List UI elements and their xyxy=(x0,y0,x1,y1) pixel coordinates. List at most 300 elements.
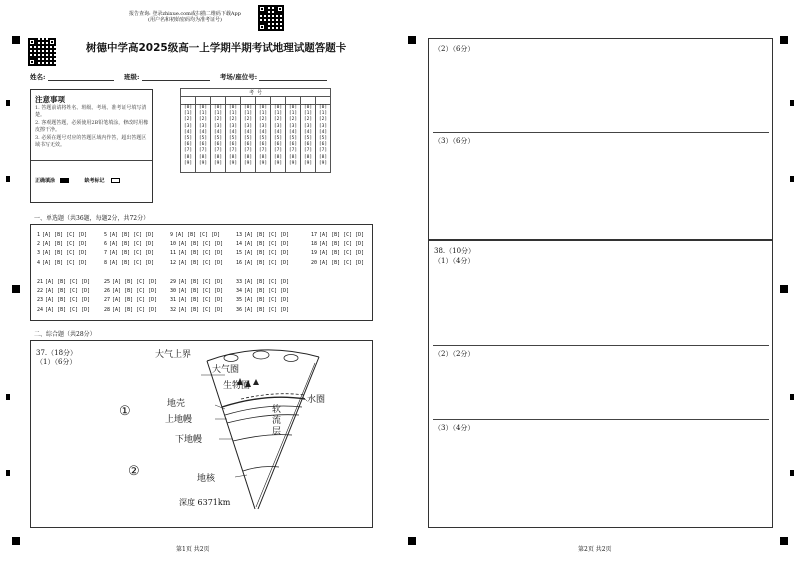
exam-digit-bubble[interactable]: [4] xyxy=(273,129,283,135)
alignment-mark xyxy=(780,36,788,44)
side-tick xyxy=(6,100,10,106)
exam-digit-bubble[interactable]: [3] xyxy=(258,123,268,129)
exam-digit-bubble[interactable]: [3] xyxy=(198,123,208,129)
exam-digit-column[interactable] xyxy=(181,105,196,173)
exam-digit-bubble[interactable]: [1] xyxy=(243,111,253,117)
exam-digit-column[interactable] xyxy=(316,105,331,173)
q38-part3: （3）（4分） xyxy=(434,424,475,432)
mcq-options[interactable]: [A] [B] [C] [D] xyxy=(244,250,290,257)
mcq-number: 21 xyxy=(37,279,44,285)
exam-digit-bubble[interactable]: [8] xyxy=(318,154,328,160)
exam-digit-bubble[interactable]: [3] xyxy=(243,123,253,129)
q38-title: 38.（10分） xyxy=(434,247,476,255)
exam-digit-box[interactable] xyxy=(181,97,196,105)
exam-digit-bubble[interactable]: [9] xyxy=(213,160,223,166)
notes-box xyxy=(30,89,153,203)
mcq-question[interactable] xyxy=(236,287,289,295)
exam-digit-bubble[interactable]: [0] xyxy=(213,105,223,110)
exam-digit-bubble[interactable]: [1] xyxy=(228,111,238,117)
mcq-question[interactable] xyxy=(170,231,220,239)
mcq-question[interactable] xyxy=(311,240,364,248)
mcq-options[interactable]: [A] [B] [C] [D] xyxy=(42,250,88,257)
exam-digit-box[interactable] xyxy=(286,97,301,105)
missing-mark-label: 缺考标记 xyxy=(84,178,105,184)
exam-digit-bubble[interactable]: [1] xyxy=(303,111,313,117)
exam-digit-bubble[interactable]: [5] xyxy=(273,136,283,142)
mcq-number: 17 xyxy=(311,232,318,238)
label-hydrosphere: 水圈 xyxy=(307,395,326,405)
label-core: 地核 xyxy=(197,474,216,484)
exam-digit-bubble[interactable]: [7] xyxy=(288,148,298,154)
mcq-number: 12 xyxy=(170,259,177,266)
mcq-question[interactable] xyxy=(236,306,289,314)
mcq-question[interactable] xyxy=(170,240,223,248)
exam-digit-box[interactable] xyxy=(256,97,271,105)
exam-digit-bubble[interactable]: [1] xyxy=(273,111,283,117)
exam-digit-bubble[interactable]: [6] xyxy=(318,142,328,148)
exam-digit-bubble[interactable]: [4] xyxy=(243,129,253,135)
correct-fill-swatch xyxy=(60,178,69,183)
alignment-mark xyxy=(12,285,20,293)
exam-digit-bubble[interactable]: [2] xyxy=(198,117,208,123)
correct-fill-label: 正确填涂 xyxy=(35,178,56,184)
exam-digit-bubble[interactable]: [2] xyxy=(288,117,298,123)
mcq-options[interactable]: [A] [B] [C] [D] xyxy=(109,232,155,238)
mcq-options[interactable]: [A] [B] [C] [D] xyxy=(112,279,158,285)
mcq-question[interactable] xyxy=(104,231,154,239)
mcq-options[interactable]: [A] [B] [C] [D] xyxy=(45,306,91,313)
mcq-number: 34 xyxy=(236,288,243,295)
mcq-question[interactable] xyxy=(236,278,289,286)
exam-digit-bubble[interactable]: [6] xyxy=(243,142,253,148)
alignment-mark xyxy=(408,537,416,545)
mcq-options[interactable]: [A] [B] [C] [D] xyxy=(244,279,290,285)
exam-digit-bubble[interactable]: [7] xyxy=(318,148,328,154)
mcq-question[interactable] xyxy=(104,287,157,295)
mcq-options[interactable]: [A] [B] [C] [D] xyxy=(112,297,158,304)
mcq-number: 10 xyxy=(170,241,177,248)
exam-digit-bubble[interactable]: [5] xyxy=(303,136,313,142)
exam-digit-bubble[interactable]: [2] xyxy=(303,117,313,123)
right-answer-box-bottom xyxy=(428,240,773,528)
mcq-question[interactable] xyxy=(104,259,154,267)
alignment-mark xyxy=(12,36,20,44)
exam-digit-bubble[interactable]: [7] xyxy=(273,148,283,154)
footer-page1: 第1页 共2页 xyxy=(176,546,210,553)
mcq-number: 16 xyxy=(236,259,243,266)
mcq-question[interactable] xyxy=(37,306,90,314)
exam-digit-bubble[interactable]: [0] xyxy=(183,105,193,110)
exam-digit-bubble[interactable]: [0] xyxy=(318,105,328,110)
exam-digit-bubble[interactable]: [7] xyxy=(198,148,208,154)
mcq-options[interactable]: [A] [B] [C] [D] xyxy=(319,232,365,238)
mcq-options[interactable]: [A] [B] [C] [D] xyxy=(109,250,155,257)
mcq-number: 36 xyxy=(236,306,243,313)
mcq-number: 30 xyxy=(170,288,177,295)
class-label: 班级: xyxy=(123,73,140,81)
exam-digit-bubble[interactable]: [2] xyxy=(318,117,328,123)
mcq-question[interactable] xyxy=(170,306,223,314)
exam-digit-bubble[interactable]: [7] xyxy=(258,148,268,154)
q38-part2: （2）（2分） xyxy=(434,350,475,358)
mcq-options[interactable]: [A] [B] [C] [D] xyxy=(178,297,224,304)
exam-digit-bubble[interactable]: [5] xyxy=(213,136,223,142)
label-crust: 地壳 xyxy=(167,399,186,409)
fill-example xyxy=(35,178,151,184)
notes-title: 注意事项 xyxy=(35,95,65,104)
exam-digit-bubble[interactable]: [8] xyxy=(198,154,208,160)
mcq-number: 23 xyxy=(37,297,44,304)
side-tick xyxy=(790,394,794,400)
exam-digit-bubble[interactable]: [3] xyxy=(288,123,298,129)
exam-digit-bubble[interactable]: [5] xyxy=(198,136,208,142)
exam-digit-box[interactable] xyxy=(301,97,316,105)
exam-digit-bubble[interactable]: [5] xyxy=(243,136,253,142)
mcq-number: 9 xyxy=(170,232,174,238)
mcq-number: 4 xyxy=(37,259,41,266)
exam-digit-bubble[interactable]: [2] xyxy=(273,117,283,123)
exam-digit-bubble[interactable]: [8] xyxy=(303,154,313,160)
mcq-number: 33 xyxy=(236,279,243,285)
exam-digit-bubble[interactable]: [5] xyxy=(258,136,268,142)
exam-digit-column[interactable] xyxy=(211,105,226,173)
mcq-number: 29 xyxy=(170,279,177,285)
exam-digit-bubble[interactable]: [2] xyxy=(228,117,238,123)
exam-digit-bubble[interactable]: [0] xyxy=(303,105,313,110)
exam-digit-bubble[interactable]: [9] xyxy=(273,160,283,166)
answer-divider xyxy=(433,419,769,420)
mcq-options[interactable]: [A] [B] [C] [D] xyxy=(244,259,290,266)
exam-digit-bubble[interactable]: [4] xyxy=(303,129,313,135)
label-asthenosphere: 软流层 xyxy=(272,405,282,437)
name-field[interactable] xyxy=(48,74,114,81)
exam-digit-bubble[interactable]: [2] xyxy=(243,117,253,123)
mcq-options[interactable]: [A] [B] [C] [D] xyxy=(112,306,158,313)
mcq-number: 26 xyxy=(104,288,111,295)
mcq-question[interactable] xyxy=(170,287,223,295)
exam-digit-column[interactable] xyxy=(286,105,301,173)
mcq-number: 19 xyxy=(311,250,318,257)
mcq-question[interactable] xyxy=(311,231,364,239)
exam-digit-bubble[interactable]: [7] xyxy=(228,148,238,154)
notice-line-1: 报告查询: 登录zhixue.com或扫描二维码下载App xyxy=(129,11,241,17)
mcq-number: 1 xyxy=(37,232,41,238)
label-upper-atmosphere: 大气上界 xyxy=(155,350,192,360)
side-tick xyxy=(6,394,10,400)
exam-digit-bubble[interactable]: [2] xyxy=(213,117,223,123)
label-lower-mantle: 下地幔 xyxy=(175,435,203,445)
exam-digit-bubble[interactable]: [4] xyxy=(318,129,328,135)
exam-digit-bubble[interactable]: [6] xyxy=(183,142,193,148)
missing-mark-box[interactable] xyxy=(111,178,120,183)
exam-digit-bubble[interactable]: [9] xyxy=(183,160,193,166)
exam-digit-bubble[interactable]: [0] xyxy=(288,105,298,110)
mcq-number: 27 xyxy=(104,297,111,304)
mcq-options[interactable]: [A] [B] [C] [D] xyxy=(42,259,88,266)
exam-digit-bubble[interactable]: [0] xyxy=(243,105,253,110)
mcq-options[interactable]: [A] [B] [C] [D] xyxy=(244,232,290,238)
exam-digit-column[interactable] xyxy=(271,105,286,173)
report-notice xyxy=(110,11,260,23)
q37-part1: （1）（6分） xyxy=(36,358,77,366)
mcq-options[interactable]: [A] [B] [C] [D] xyxy=(244,241,290,248)
exam-digit-box[interactable] xyxy=(211,97,226,105)
exam-digit-bubble[interactable]: [3] xyxy=(228,123,238,129)
wedge-right-edge xyxy=(258,357,319,509)
exam-digit-bubble[interactable]: [2] xyxy=(258,117,268,123)
exam-digit-bubble[interactable]: [6] xyxy=(213,142,223,148)
exam-digit-box[interactable] xyxy=(271,97,286,105)
mcq-box xyxy=(30,224,373,321)
mcq-options[interactable]: [A] [B] [C] [D] xyxy=(178,241,224,248)
alignment-mark xyxy=(780,537,788,545)
mcq-options[interactable]: [A] [B] [C] [D] xyxy=(178,288,224,295)
exam-digit-bubble[interactable]: [3] xyxy=(183,123,193,129)
mcq-options[interactable]: [A] [B] [C] [D] xyxy=(244,297,290,304)
mcq-number: 31 xyxy=(170,297,177,304)
mcq-options[interactable]: [A] [B] [C] [D] xyxy=(319,259,365,266)
mcq-question[interactable] xyxy=(104,296,157,304)
exam-digit-column[interactable] xyxy=(226,105,241,173)
mcq-question[interactable] xyxy=(104,249,154,257)
exam-digit-bubble[interactable]: [6] xyxy=(288,142,298,148)
page-title: 树德中学高2025级高一上学期半期考试地理试题答题卡 xyxy=(86,42,347,54)
mcq-number: 5 xyxy=(104,232,108,238)
mcq-number: 18 xyxy=(311,241,318,248)
mcq-number: 2 xyxy=(37,241,41,248)
mcq-number: 6 xyxy=(104,241,108,248)
exam-digit-bubble[interactable]: [9] xyxy=(228,160,238,166)
mcq-question[interactable] xyxy=(170,296,223,304)
exam-digit-bubble[interactable]: [4] xyxy=(198,129,208,135)
notice-line-2: (用户名和初始密码均为准考证号) xyxy=(148,17,222,23)
exam-digit-bubble[interactable]: [0] xyxy=(198,105,208,110)
note-item: 3. 必须在题号对应的答题区域内作答，超出答题区域书写无效。 xyxy=(35,134,147,149)
exam-digit-bubble[interactable]: [2] xyxy=(183,117,193,123)
section2-title: 二、综合题（共28分） xyxy=(34,331,96,338)
footer-page2: 第2页 共2页 xyxy=(578,546,612,553)
mcq-number: 7 xyxy=(104,250,108,257)
answer-divider xyxy=(433,345,769,346)
exam-digit-bubble[interactable]: [0] xyxy=(258,105,268,110)
exam-digit-column[interactable] xyxy=(301,105,316,173)
exam-digit-bubble[interactable]: [5] xyxy=(288,136,298,142)
marker-2: ② xyxy=(128,464,140,479)
alignment-mark xyxy=(780,285,788,293)
mcq-options[interactable]: [A] [B] [C] [D] xyxy=(45,288,91,295)
asthenosphere-top xyxy=(227,415,299,423)
exam-digit-bubble[interactable]: [8] xyxy=(273,154,283,160)
exam-digit-bubble[interactable]: [6] xyxy=(273,142,283,148)
exam-digit-bubble[interactable]: [3] xyxy=(303,123,313,129)
exam-digit-bubble[interactable]: [5] xyxy=(228,136,238,142)
mcq-number: 32 xyxy=(170,306,177,313)
right-answer-box-top xyxy=(428,38,773,240)
mcq-options[interactable]: [A] [B] [C] [D] xyxy=(319,241,365,248)
mcq-options[interactable]: [A] [B] [C] [D] xyxy=(45,279,91,285)
side-tick xyxy=(6,176,10,182)
alignment-mark xyxy=(408,36,416,44)
exam-digit-box[interactable] xyxy=(196,97,211,105)
exam-digit-bubble[interactable]: [1] xyxy=(183,111,193,117)
exam-digit-bubble[interactable]: [4] xyxy=(288,129,298,135)
exam-digit-bubble[interactable]: [6] xyxy=(303,142,313,148)
mcq-number: 15 xyxy=(236,250,243,257)
side-tick xyxy=(790,100,794,106)
exam-digit-bubble[interactable]: [7] xyxy=(183,148,193,154)
crust-band xyxy=(222,397,305,407)
mcq-question[interactable] xyxy=(37,278,90,286)
exam-digit-bubble[interactable]: [4] xyxy=(183,129,193,135)
exam-digit-bubble[interactable]: [1] xyxy=(318,111,328,117)
exam-digit-bubble[interactable]: [7] xyxy=(213,148,223,154)
mcq-number: 3 xyxy=(37,250,41,257)
exam-digit-bubble[interactable]: [4] xyxy=(228,129,238,135)
exam-digit-bubble[interactable]: [3] xyxy=(273,123,283,129)
exam-digit-bubble[interactable]: [4] xyxy=(258,129,268,135)
exam-digit-bubble[interactable]: [9] xyxy=(288,160,298,166)
exam-digit-bubble[interactable]: [4] xyxy=(213,129,223,135)
exam-digit-bubble[interactable]: [8] xyxy=(213,154,223,160)
exam-digit-bubble[interactable]: [1] xyxy=(258,111,268,117)
upper-mantle-boundary xyxy=(225,406,302,415)
mcq-question[interactable] xyxy=(37,249,87,257)
exam-digit-bubble[interactable]: [3] xyxy=(213,123,223,129)
mcq-question[interactable] xyxy=(236,231,289,239)
exam-digit-box[interactable] xyxy=(226,97,241,105)
name-label: 姓名: xyxy=(30,73,46,81)
mcq-question[interactable] xyxy=(104,306,157,314)
q37-title: 37.（18分） xyxy=(36,349,78,357)
mcq-question[interactable] xyxy=(170,259,223,267)
mcq-question[interactable] xyxy=(37,259,87,267)
notes-list xyxy=(35,105,149,149)
mcq-options[interactable]: [A] [B] [C] [D] xyxy=(45,297,91,304)
exam-digit-bubble[interactable]: [0] xyxy=(228,105,238,110)
mcq-question[interactable] xyxy=(236,296,289,304)
class-field[interactable] xyxy=(142,74,210,81)
mcq-options[interactable]: [A] [B] [C] [D] xyxy=(109,259,155,266)
mcq-number: 28 xyxy=(104,306,111,313)
exam-number-header: 考 号 xyxy=(181,89,331,97)
earth-layers-diagram xyxy=(121,341,361,527)
mcq-options[interactable]: [A] [B] [C] [D] xyxy=(178,259,224,266)
exam-digit-bubble[interactable]: [8] xyxy=(183,154,193,160)
mcq-number: 24 xyxy=(37,306,44,313)
mcq-question[interactable] xyxy=(170,278,223,286)
q37-part3: （3）（6分） xyxy=(434,137,475,145)
exam-digit-bubble[interactable]: [3] xyxy=(318,123,328,129)
exam-digit-bubble[interactable]: [9] xyxy=(198,160,208,166)
app-qr-code[interactable] xyxy=(258,5,284,31)
mcq-options[interactable]: [A] [B] [C] [D] xyxy=(112,288,158,295)
exam-digit-bubble[interactable]: [0] xyxy=(273,105,283,110)
exam-digit-bubble[interactable]: [7] xyxy=(303,148,313,154)
label-atmosphere: 大气圈 xyxy=(212,365,240,375)
label-upper-mantle: 上地幔 xyxy=(165,415,193,425)
mcq-question[interactable] xyxy=(37,296,90,304)
mcq-options[interactable]: [A] [B] [C] [D] xyxy=(178,306,224,313)
mcq-options[interactable]: [A] [B] [C] [D] xyxy=(178,250,224,257)
exam-digit-box[interactable] xyxy=(316,97,331,105)
exam-digit-bubble[interactable]: [8] xyxy=(258,154,268,160)
mcq-number: 13 xyxy=(236,232,243,238)
exam-digit-bubble[interactable]: [8] xyxy=(288,154,298,160)
mcq-options[interactable]: [A] [B] [C] [D] xyxy=(319,250,365,257)
mcq-number: 11 xyxy=(170,250,177,257)
mcq-question[interactable] xyxy=(236,259,289,267)
side-tick xyxy=(790,176,794,182)
exam-number-grid xyxy=(180,88,331,173)
exam-digit-bubble[interactable]: [6] xyxy=(228,142,238,148)
exam-digit-bubble[interactable]: [9] xyxy=(318,160,328,166)
exam-digit-bubble[interactable]: [5] xyxy=(183,136,193,142)
mcq-question[interactable] xyxy=(37,240,87,248)
exam-digit-bubble[interactable]: [8] xyxy=(228,154,238,160)
mcq-number: 20 xyxy=(311,259,318,266)
mcq-question[interactable] xyxy=(104,240,154,248)
exam-digit-bubble[interactable]: [1] xyxy=(198,111,208,117)
exam-digit-bubble[interactable]: [6] xyxy=(198,142,208,148)
q38-part1: （1）（4分） xyxy=(434,257,475,265)
alignment-mark xyxy=(12,537,20,545)
mcq-question[interactable] xyxy=(311,259,364,267)
mcq-number: 14 xyxy=(236,241,243,248)
exam-digit-bubble[interactable]: [7] xyxy=(243,148,253,154)
mcq-options[interactable]: [A] [B] [C] [D] xyxy=(178,279,224,285)
mcq-options[interactable]: [A] [B] [C] [D] xyxy=(175,232,221,238)
exam-digit-bubble[interactable]: [6] xyxy=(258,142,268,148)
side-tick xyxy=(6,470,10,476)
mcq-question[interactable] xyxy=(236,249,289,257)
mcq-number: 35 xyxy=(236,297,243,304)
mcq-question[interactable] xyxy=(236,240,289,248)
exam-digit-bubble[interactable]: [9] xyxy=(303,160,313,166)
mcq-options[interactable]: [A] [B] [C] [D] xyxy=(109,241,155,248)
exam-digit-box[interactable] xyxy=(241,97,256,105)
mcq-options[interactable]: [A] [B] [C] [D] xyxy=(42,241,88,248)
mcq-question[interactable] xyxy=(37,287,90,295)
seat-field[interactable] xyxy=(259,74,327,81)
exam-digit-column[interactable] xyxy=(256,105,271,173)
exam-digit-bubble[interactable]: [9] xyxy=(258,160,268,166)
mcq-number: 22 xyxy=(37,288,44,295)
mcq-question[interactable] xyxy=(311,249,364,257)
mcq-question[interactable] xyxy=(37,231,87,239)
mcq-options[interactable]: [A] [B] [C] [D] xyxy=(244,288,290,295)
q37-box-left xyxy=(30,340,373,528)
info-row xyxy=(30,72,360,81)
exam-digit-bubble[interactable]: [8] xyxy=(243,154,253,160)
q37-part2: （2）（6分） xyxy=(434,45,475,53)
mcq-question[interactable] xyxy=(104,278,157,286)
exam-digit-bubble[interactable]: [5] xyxy=(318,136,328,142)
exam-digit-bubble[interactable]: [9] xyxy=(243,160,253,166)
mcq-options[interactable]: [A] [B] [C] [D] xyxy=(244,306,290,313)
section1-title: 一、单选题（共36题，每题2分，共72分） xyxy=(34,215,150,222)
side-tick xyxy=(790,470,794,476)
mcq-question[interactable] xyxy=(170,249,223,257)
mcq-options[interactable]: [A] [B] [C] [D] xyxy=(42,232,88,238)
seat-label: 考场/座位号: xyxy=(219,73,258,81)
leader-line xyxy=(235,475,247,477)
note-item: 1. 答题前请将姓名、班级、考场、准考证号填写清楚。 xyxy=(35,105,147,119)
note-item: 2. 客观题答题，必须使用2B铅笔填涂，修改时用橡皮擦干净。 xyxy=(35,119,149,134)
exam-digit-bubble[interactable]: [1] xyxy=(213,111,223,117)
exam-digit-column[interactable] xyxy=(241,105,256,173)
exam-digit-column[interactable] xyxy=(196,105,211,173)
exam-digit-bubble[interactable]: [1] xyxy=(288,111,298,117)
